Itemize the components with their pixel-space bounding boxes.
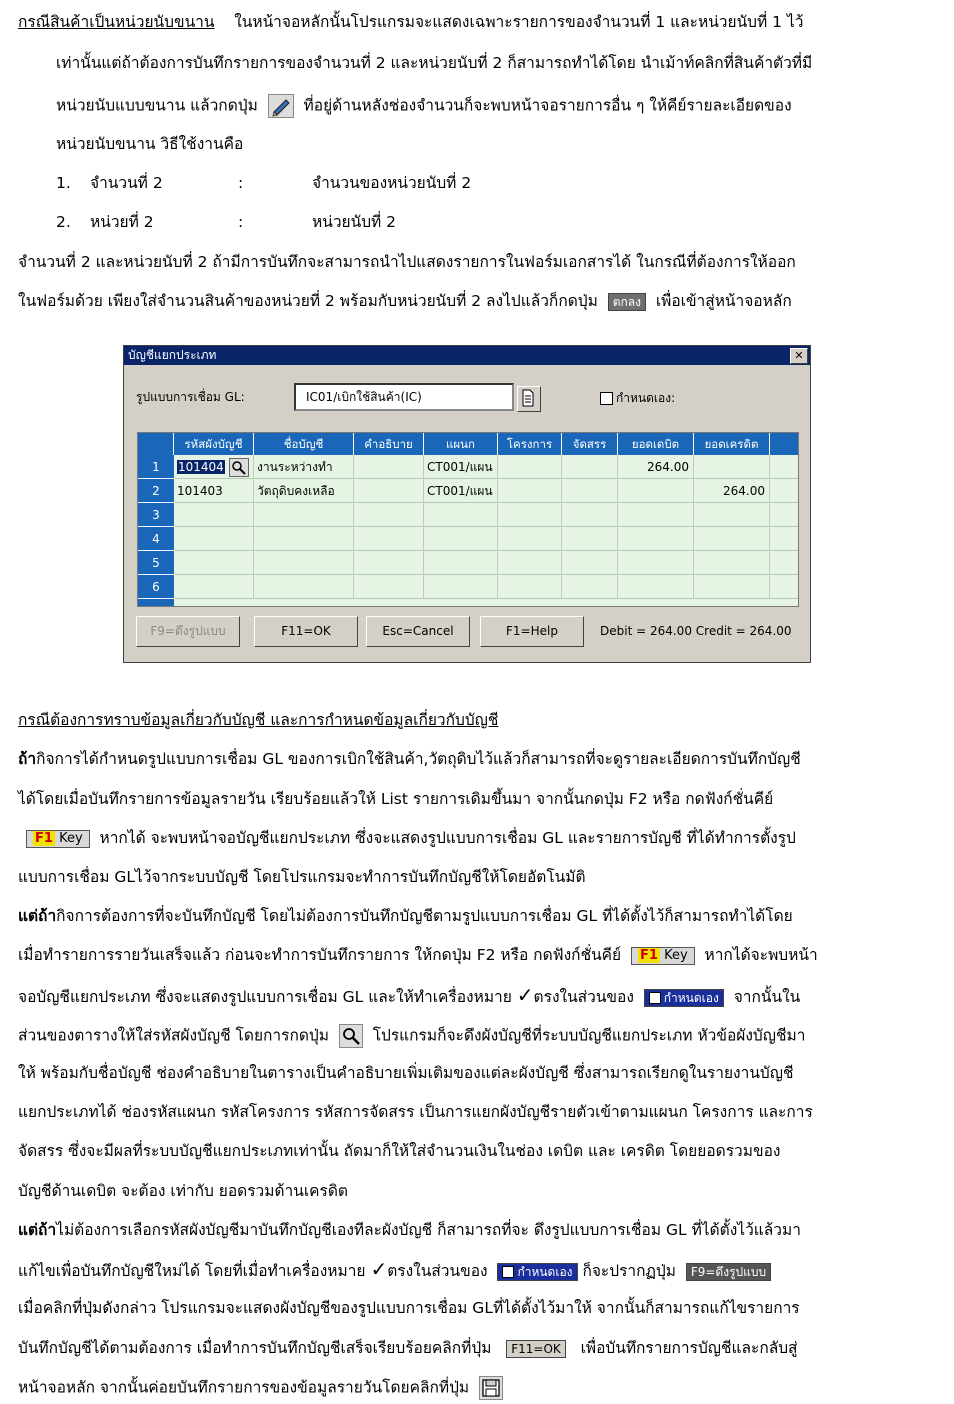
paragraph-line: หน่วยนับขนาน วิธีใช้งานคือ xyxy=(56,135,244,153)
department-cell[interactable] xyxy=(424,575,498,599)
ledger-table xyxy=(137,432,799,607)
paragraph-line: ส่วนของตารางให้ใส่รหัสผังบัญชี โดยการกดปุ่ม โปรแกรมก็จะดึงผังบัญชีที่ระบบบัญชีแยกประเภท หัวข้อผังบัญชีมา xyxy=(18,1024,805,1048)
credit-cell[interactable] xyxy=(694,575,770,599)
project-cell[interactable] xyxy=(498,455,562,479)
list-item-sep: : xyxy=(238,174,244,192)
credit-cell[interactable]: 264.00 xyxy=(694,479,770,503)
section-heading: กรณีสินค้าเป็นหน่วยนับขนาน xyxy=(18,13,215,31)
allocation-cell[interactable] xyxy=(562,527,618,551)
table-row[interactable] xyxy=(174,455,798,479)
credit-cell[interactable] xyxy=(694,455,770,479)
esc-cancel-button[interactable]: Esc=Cancel xyxy=(366,616,470,647)
row-number: 3 xyxy=(138,503,174,527)
paragraph-line: แยกประเภทได้ ช่องรหัสแผนก รหัสโครงการ รหัสการจัดสรร เป็นการแยกผังบัญชีรายตัวเข้าตามแผนก โครงการ และการ xyxy=(18,1103,813,1121)
f1-help-button[interactable]: F1=Help xyxy=(480,616,584,647)
checkbox-icon xyxy=(649,992,661,1004)
custom-checkbox-chip: กำหนดเอง xyxy=(644,989,724,1007)
list-item-label: หน่วยที่ 2 xyxy=(90,213,154,231)
account-code-cell[interactable] xyxy=(174,575,254,599)
paragraph-line: หน่วยนับแบบขนาน แล้วกดปุ่ม ที่อยู่ด้านหลังช่องจำนวนก็จะพบหน้าจอรายการอื่น ๆ ให้คีย์รายละเอียดของ xyxy=(56,94,792,118)
table-corner xyxy=(138,433,174,455)
account-name-cell[interactable] xyxy=(254,551,354,575)
account-name-cell[interactable] xyxy=(254,575,354,599)
checkmark-icon: ✓ xyxy=(370,1257,388,1281)
paragraph-line: ถ้ากิจการได้กำหนดรูปแบบการเชื่อม GL ของการเบิกใช้สินค้า,วัตถุดิบไว้แล้วก็สามารถที่จะดูรายละเอียดการบันทึกบัญชี xyxy=(18,750,801,768)
description-cell[interactable] xyxy=(354,503,424,527)
description-cell[interactable] xyxy=(354,551,424,575)
paragraph-line: บันทึกบัญชีได้ตามต้องการ เมื่อทำการบันทึกบัญชีเสร็จเรียบร้อยคลิกที่ปุ่ม F11=OK เพื่อบันทึกรายการบัญชีและกลับสู่ xyxy=(18,1339,798,1357)
table-row[interactable] xyxy=(174,599,798,607)
credit-cell[interactable] xyxy=(694,551,770,575)
table-row[interactable] xyxy=(174,551,798,575)
column-header-filler xyxy=(770,433,799,455)
column-header: คำอธิบาย xyxy=(354,433,424,455)
department-cell[interactable] xyxy=(424,551,498,575)
debit-cell[interactable] xyxy=(618,527,694,551)
paragraph-line: แต่ถ้ากิจการต้องการที่จะบันทึกบัญชี โดยไม่ต้องการบันทึกบัญชีตามรูปแบบการเชื่อม GL ที่ได้ตั้งไว้ก็สามารถทำได้โดย xyxy=(18,907,793,925)
search-icon xyxy=(339,1024,363,1048)
project-cell[interactable] xyxy=(498,551,562,575)
debit-cell[interactable] xyxy=(618,551,694,575)
department-cell[interactable]: CT001/แผน xyxy=(424,479,498,503)
account-name-cell[interactable]: งานระหว่างทำ xyxy=(254,455,354,479)
description-cell[interactable] xyxy=(354,479,424,503)
allocation-cell[interactable] xyxy=(562,503,618,527)
account-code-cell[interactable] xyxy=(174,503,254,527)
column-header: จัดสรร xyxy=(562,433,618,455)
account-code-cell[interactable] xyxy=(174,527,254,551)
dialog-title: บัญชีแยกประเภท xyxy=(124,346,810,365)
document-icon[interactable] xyxy=(517,386,541,412)
custom-checkbox[interactable]: กำหนดเอง: xyxy=(600,389,675,408)
table-row[interactable] xyxy=(174,503,798,527)
totals-label: Debit = 264.00 Credit = 264.00 xyxy=(600,624,792,638)
search-icon[interactable] xyxy=(229,458,249,477)
checkmark-icon: ✓ xyxy=(516,983,534,1007)
row-number: 6 xyxy=(138,575,174,599)
custom-checkbox-chip: กำหนดเอง xyxy=(497,1263,577,1281)
debit-cell[interactable] xyxy=(618,575,694,599)
gl-format-input[interactable]: IC01/เบิกใช้สินค้า(IC) xyxy=(294,383,514,411)
department-cell[interactable] xyxy=(424,503,498,527)
paragraph-line: แต่ถ้าไม่ต้องการเลือกรหัสผังบัญชีมาบันทึกบัญชีเองทีละผังบัญชี ก็สามารถที่จะ ดึงรูปแบบการเชื่อม GL ที่ได้ตั้งไว้แล้วมา xyxy=(18,1221,801,1239)
list-item-label: จำนวนที่ 2 xyxy=(90,174,163,192)
f9-load-format-button[interactable]: F9=ดึงรูปแบบ xyxy=(136,616,240,647)
column-header: โครงการ xyxy=(498,433,562,455)
credit-cell[interactable] xyxy=(694,527,770,551)
ledger-dialog xyxy=(123,345,811,663)
pencil-icon xyxy=(268,94,294,118)
debit-cell[interactable]: 264.00 xyxy=(618,455,694,479)
table-row[interactable] xyxy=(174,527,798,551)
f11-ok-chip: F11=OK xyxy=(506,1340,566,1358)
list-item-desc: หน่วยนับที่ 2 xyxy=(312,213,397,231)
row-number: 5 xyxy=(138,551,174,575)
f1-key-chip: F1 Key xyxy=(26,830,90,848)
account-code-cell[interactable] xyxy=(174,551,254,575)
project-cell[interactable] xyxy=(498,575,562,599)
allocation-cell[interactable] xyxy=(562,455,618,479)
checkbox-icon xyxy=(502,1266,514,1278)
paragraph-line: F1 Key หากได้ จะพบหน้าจอบัญชีแยกประเภท ซึ่งจะแสดงรูปแบบการเชื่อม GL และรายการบัญชี ที่ได้ทำการตั้งรูป xyxy=(26,828,796,848)
paragraph-line: แบบการเชื่อม GLไว้จากระบบบัญชี โดยโปรแกรมจะทำการบันทึกบัญชีให้โดยอัตโนมัติ xyxy=(18,868,586,886)
department-cell[interactable] xyxy=(424,527,498,551)
description-cell[interactable] xyxy=(354,575,424,599)
department-cell[interactable]: CT001/แผน xyxy=(424,455,498,479)
paragraph-line: จัดสรร ซึ่งจะมีผลที่ระบบบัญชีแยกประเภทเท่านั้น ถัดมาก็ให้ใส่จำนวนเงินในช่อง เดบิต และ เครดิต โดยยอดรวมของ xyxy=(18,1142,781,1160)
f9-button-chip: F9=ดึงรูปแบบ xyxy=(686,1263,771,1281)
paragraph-line: แก้ไขเพื่อบันทึกบัญชีใหม่ได้ โดยที่เมื่อทำเครื่องหมาย ✓ตรงในส่วนของ กำหนดเอง ก็จะปรากฏปุ่ม F9=ดึงรูปแบบ xyxy=(18,1259,771,1281)
account-name-cell[interactable] xyxy=(254,527,354,551)
list-item-desc: จำนวนของหน่วยนับที่ 2 xyxy=(312,174,472,192)
paragraph-line: เมื่อคลิกที่ปุ่มดังกล่าว โปรแกรมจะแสดงผังบัญชีของรูปแบบการเชื่อม GLที่ได้ตั้งไว้มาให้ จากนั้นก็สามารถแก้ไขรายการ xyxy=(18,1299,800,1317)
row-number xyxy=(138,599,174,607)
debit-cell[interactable] xyxy=(618,503,694,527)
column-header: ยอดเดบิต xyxy=(618,433,694,455)
paragraph-line: หน้าจอหลัก จากนั้นค่อยบันทึกรายการของข้อมูลรายวันโดยคลิกที่ปุ่ม xyxy=(18,1376,503,1400)
account-code-cell[interactable]: 101404 xyxy=(174,455,254,479)
checkbox-icon[interactable] xyxy=(600,392,613,405)
paragraph-line: เท่านั้นแต่ถ้าต้องการบันทึกรายการของจำนวนที่ 2 และหน่วยนับที่ 2 ก็สามารถทำได้โดย นำเม้าท์คลิกที่สินค้าตัวที่มี xyxy=(56,54,813,72)
column-header: ชื่อบัญชี xyxy=(254,433,354,455)
row-number: 2 xyxy=(138,479,174,503)
debit-cell[interactable] xyxy=(618,479,694,503)
column-header: ยอดเครดิต xyxy=(694,433,770,455)
credit-cell[interactable] xyxy=(694,503,770,527)
account-name-cell[interactable]: วัตถุดิบคงเหลือ xyxy=(254,479,354,503)
paragraph-line: เมื่อทำรายการรายวันเสร็จแล้ว ก่อนจะทำการบันทึกรายการ ให้กดปุ่ม F2 หรือ กดฟังก์ชั่นคีย์ F1 Key หากได้จะพบหน้า xyxy=(18,946,818,964)
section-heading: กรณีต้องการทราบข้อมูลเกี่ยวกับบัญชี และการกำหนดข้อมูลเกี่ยวกับบัญชี xyxy=(18,711,499,729)
paragraph-line: จำนวนที่ 2 และหน่วยนับที่ 2 ถ้ามีการบันทึกจะสามารถนำไปแสดงรายการในฟอร์มเอกสารได้ ในกรณีที่ต้องการให้ออก xyxy=(18,253,796,271)
paragraph-line: ในฟอร์มด้วย เพียงใส่จำนวนสินค้าของหน่วยที่ 2 พร้อมกับหน่วยนับที่ 2 ลงไปแล้วก็กดปุ่ม ตกลง เพื่อเข้าสู่หน้าจอหลัก xyxy=(18,292,792,310)
table-row[interactable] xyxy=(174,575,798,599)
f11-ok-button[interactable]: F11=OK xyxy=(254,616,358,647)
f1-key-chip: F1 Key xyxy=(631,947,695,965)
allocation-cell[interactable] xyxy=(562,479,618,503)
row-number: 1 xyxy=(138,455,174,479)
account-code-cell[interactable]: 101403 xyxy=(174,479,254,503)
row-number: 4 xyxy=(138,527,174,551)
project-cell[interactable] xyxy=(498,479,562,503)
paragraph-line: ได้โดยเมื่อบันทึกรายการข้อมูลรายวัน เรียบร้อยแล้วให้ List รายการเดิมขึ้นมา จากนั้นกดปุ่ม F2 หรือ กดฟังก์ชั่นคีย์ xyxy=(18,790,774,808)
allocation-cell[interactable] xyxy=(562,575,618,599)
list-item-sep: : xyxy=(238,213,244,231)
allocation-cell[interactable] xyxy=(562,551,618,575)
ok-button-chip: ตกลง xyxy=(608,293,646,311)
paragraph-line: บัญชีด้านเดบิต จะต้อง เท่ากับ ยอดรวมด้านเครดิต xyxy=(18,1182,348,1200)
project-cell[interactable] xyxy=(498,527,562,551)
description-cell[interactable] xyxy=(354,455,424,479)
gl-format-label: รูปแบบการเชื่อม GL: xyxy=(136,390,245,404)
paragraph-line: ให้ พร้อมกับชื่อบัญชี ช่องคำอธิบายในตารางเป็นคำอธิบายเพิ่มเติมของแต่ละผังบัญชี ซึ่งสามารถเรียกดูในรายงานบัญชี xyxy=(18,1064,794,1082)
list-item: 2. xyxy=(56,213,71,231)
account-name-cell[interactable] xyxy=(254,503,354,527)
description-cell[interactable] xyxy=(354,527,424,551)
project-cell[interactable] xyxy=(498,503,562,527)
save-icon xyxy=(479,1376,503,1400)
paragraph-line: กรณีสินค้าเป็นหน่วยนับขนาน ในหน้าจอหลักนั้นโปรแกรมจะแสดงเฉพาะรายการของจำนวนที่ 1 และหน่วยนับที่ 1 ไว้ xyxy=(18,13,804,31)
table-row[interactable] xyxy=(174,479,798,503)
column-header: รหัสผังบัญชี xyxy=(174,433,254,455)
column-header: แผนก xyxy=(424,433,498,455)
list-item: 1. xyxy=(56,174,71,192)
paragraph-line: จอบัญชีแยกประเภท ซึ่งจะแสดงรูปแบบการเชื่อม GL และให้ทำเครื่องหมาย ✓ตรงในส่วนของ กำหนดเอง จากนั้นใน xyxy=(18,983,801,1007)
close-icon[interactable]: ✕ xyxy=(790,348,808,364)
